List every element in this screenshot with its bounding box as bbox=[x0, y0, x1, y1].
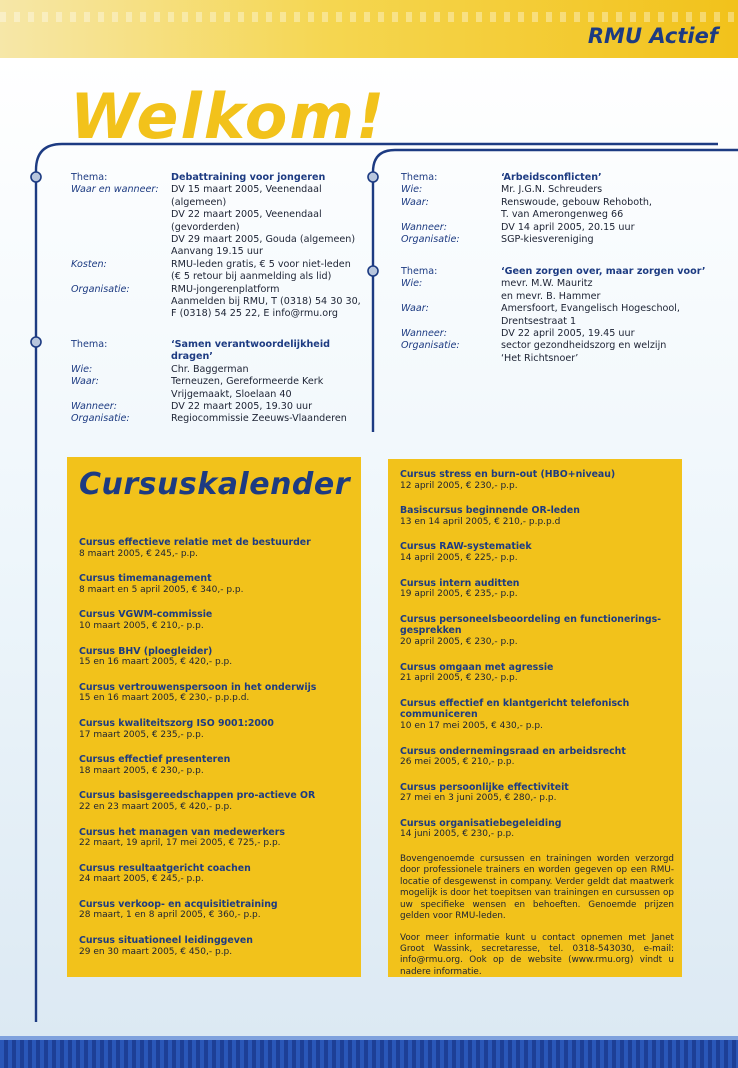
course-info: 14 juni 2005, € 230,- p.p. bbox=[400, 829, 515, 840]
event-value: Aanmelden bij RMU, T (0318) 54 30 30, bbox=[171, 296, 361, 308]
event-label: Waar: bbox=[401, 303, 429, 315]
course-name: Cursus RAW-systematiek bbox=[400, 541, 532, 553]
course-name: Cursus omgaan met agressie bbox=[400, 661, 554, 673]
event-label: Wie: bbox=[401, 278, 423, 290]
event-value: RMU-jongerenplatform bbox=[171, 283, 280, 295]
course-info: 28 maart, 1 en 8 april 2005, € 360,- p.p. bbox=[79, 910, 261, 921]
course-info: 8 maart 2005, € 245,- p.p. bbox=[79, 548, 198, 559]
magazine-section-title: RMU Actief bbox=[587, 24, 718, 48]
course-item bbox=[79, 863, 351, 886]
event-value: DV 29 maart 2005, Gouda (algemeen) bbox=[171, 234, 356, 246]
event-value: DV 22 maart 2005, Veenendaal (gevorderden) bbox=[171, 209, 322, 233]
course-info: 22 maart, 19 april, 17 mei 2005, € 725,- p.p. bbox=[79, 838, 281, 849]
event-label bbox=[401, 316, 501, 328]
course-item bbox=[400, 746, 674, 769]
course-name: Basiscursus beginnende OR-leden bbox=[400, 505, 580, 517]
course-name: Cursus timemanagement bbox=[79, 573, 212, 585]
course-item bbox=[79, 537, 351, 560]
course-name: Cursus basisgereedschappen pro-actieve OR bbox=[79, 790, 316, 802]
event-block bbox=[401, 266, 721, 365]
course-name: Cursus VGWM-commissie bbox=[79, 609, 213, 621]
course-name: Cursus effectieve relatie met de bestuurder bbox=[79, 537, 311, 548]
course-name: Cursus ondernemingsraad en arbeidsrecht bbox=[400, 745, 626, 757]
event-label bbox=[401, 291, 501, 303]
course-info: 12 april 2005, € 230,- p.p. bbox=[400, 480, 518, 491]
event-value: Terneuzen, Gereformeerde Kerk bbox=[171, 376, 324, 388]
course-info: 19 april 2005, € 235,- p.p. bbox=[400, 589, 518, 600]
event-label bbox=[71, 296, 171, 308]
course-info: 18 maart 2005, € 230,- p.p. bbox=[79, 765, 204, 776]
course-info: 10 maart 2005, € 210,- p.p. bbox=[79, 620, 204, 631]
event-label: Organisatie: bbox=[71, 283, 130, 295]
course-item bbox=[400, 818, 674, 841]
event-label: Thema: bbox=[401, 266, 438, 277]
event-value: mevr. M.W. Mauritz bbox=[501, 278, 593, 290]
event-label: Organisatie: bbox=[71, 413, 130, 425]
event-label: Kosten: bbox=[71, 258, 107, 270]
event-value: (€ 5 retour bij aanmelding als lid) bbox=[171, 271, 332, 283]
contact-paragraph: Voor meer informatie kunt u contact opnemen met Janet Groot Wassink, secretaresse, tel. 0318-543030, e-mail: info@rmu.org. Ook op de website (www.rmu.org) vindt u nadere informatie. bbox=[400, 932, 674, 977]
calendar-box-right bbox=[388, 459, 682, 977]
event-value: Renswoude, gebouw Rehoboth, bbox=[501, 196, 652, 208]
course-name: Cursus situationeel leidinggeven bbox=[79, 935, 253, 947]
course-info: 13 en 14 april 2005, € 210,- p.p.p.d bbox=[400, 516, 561, 527]
course-info: 20 april 2005, € 230,- p.p. bbox=[400, 636, 518, 647]
course-item bbox=[79, 754, 351, 777]
event-value: F (0318) 54 25 22, E info@rmu.org bbox=[171, 308, 339, 320]
course-item bbox=[400, 541, 674, 564]
course-item bbox=[79, 935, 351, 958]
course-item bbox=[400, 614, 674, 649]
event-value: Aanvang 19.15 uur bbox=[171, 246, 263, 258]
event-label: Waar: bbox=[401, 196, 429, 208]
course-info: 22 en 23 maart 2005, € 420,- p.p. bbox=[79, 801, 233, 812]
event-theme: ‘Geen zorgen over, maar zorgen voor’ bbox=[501, 266, 706, 277]
event-theme: ‘Arbeidsconflicten’ bbox=[501, 172, 602, 183]
event-label: Waar: bbox=[71, 376, 99, 388]
course-info: 10 en 17 mei 2005, € 430,- p.p. bbox=[400, 720, 543, 731]
event-label bbox=[71, 271, 171, 283]
event-label bbox=[71, 246, 171, 258]
course-info: 15 en 16 maart 2005, € 420,- p.p. bbox=[79, 657, 233, 668]
course-name: Cursus intern auditten bbox=[400, 577, 520, 589]
course-info: 15 en 16 maart 2005, € 230,- p.p.p.d. bbox=[79, 693, 250, 704]
event-block bbox=[401, 172, 721, 246]
course-item bbox=[79, 609, 351, 632]
course-name: Cursus BHV (ploegleider) bbox=[79, 645, 213, 657]
event-value: sector gezondheidszorg en welzijn bbox=[501, 340, 667, 352]
event-theme: Debattraining voor jongeren bbox=[171, 172, 326, 183]
event-label: Wanneer: bbox=[401, 328, 447, 340]
course-name: Cursus persoonlijke effectiviteit bbox=[400, 781, 569, 793]
event-label bbox=[71, 389, 171, 401]
course-name: Cursus organisatiebegeleiding bbox=[400, 817, 562, 829]
timeline-dot-icon bbox=[31, 172, 41, 182]
event-label: Wie: bbox=[71, 363, 93, 375]
event-value: T. van Amerongenweg 66 bbox=[501, 209, 624, 221]
course-name: Cursus vertrouwenspersoon in het onderwijs bbox=[79, 681, 317, 693]
event-block bbox=[71, 172, 361, 321]
event-label: Thema: bbox=[401, 172, 438, 183]
course-item bbox=[79, 899, 351, 922]
footer-band bbox=[0, 1040, 738, 1068]
event-label: Thema: bbox=[71, 339, 108, 350]
event-theme: ‘Samen verantwoordelijkheid dragen’ bbox=[171, 339, 330, 363]
course-name: Cursus stress en burn-out (HBO+niveau) bbox=[400, 469, 616, 480]
course-info: 29 en 30 maart 2005, € 450,- p.p. bbox=[79, 946, 233, 957]
event-label: Waar en wanneer: bbox=[71, 184, 159, 196]
course-item bbox=[400, 698, 674, 733]
event-label bbox=[71, 209, 171, 234]
timeline-dot-icon bbox=[368, 172, 378, 182]
event-value: DV 15 maart 2005, Veenendaal (algemeen) bbox=[171, 184, 322, 208]
event-value: en mevr. B. Hammer bbox=[501, 290, 601, 302]
course-info: 8 maart en 5 april 2005, € 340,- p.p. bbox=[79, 584, 244, 595]
event-value: DV 22 maart 2005, 19.30 uur bbox=[171, 401, 313, 413]
course-name: Cursus kwaliteitszorg ISO 9001:2000 bbox=[79, 717, 274, 729]
event-value: Chr. Baggerman bbox=[171, 363, 249, 375]
course-info: 27 mei en 3 juni 2005, € 280,- p.p. bbox=[400, 793, 557, 804]
course-item bbox=[79, 646, 351, 669]
welcome-heading: Welkom! bbox=[70, 80, 387, 153]
event-label: Wie: bbox=[401, 184, 423, 196]
event-label bbox=[71, 234, 171, 246]
course-item bbox=[79, 790, 351, 813]
event-label: Wanneer: bbox=[71, 401, 117, 413]
event-label: Thema: bbox=[71, 172, 108, 183]
course-item bbox=[400, 782, 674, 805]
course-item bbox=[79, 718, 351, 741]
event-label bbox=[401, 353, 501, 365]
event-value: Amersfoort, Evangelisch Hogeschool, bbox=[501, 303, 680, 315]
course-item bbox=[79, 573, 351, 596]
course-name: Cursus personeelsbeoordeling en functionerings-gesprekken bbox=[400, 613, 662, 637]
course-info: 24 maart 2005, € 245,- p.p. bbox=[79, 874, 204, 885]
course-info: 21 april 2005, € 230,- p.p. bbox=[400, 673, 518, 684]
event-value: Mr. J.G.N. Schreuders bbox=[501, 184, 603, 196]
event-value: DV 14 april 2005, 20.15 uur bbox=[501, 221, 635, 233]
course-name: Cursus effectief presenteren bbox=[79, 754, 231, 766]
event-label: Wanneer: bbox=[401, 221, 447, 233]
event-value: Drentsestraat 1 bbox=[501, 315, 577, 327]
course-info: 26 mei 2005, € 210,- p.p. bbox=[400, 757, 515, 768]
event-label: Organisatie: bbox=[401, 234, 460, 246]
event-value: ‘Het Richtsnoer’ bbox=[501, 352, 579, 364]
calendar-box-left bbox=[67, 457, 361, 977]
timeline-dot-icon bbox=[31, 337, 41, 347]
course-list bbox=[400, 469, 674, 978]
calendar-title: Cursuskalender bbox=[79, 467, 351, 502]
course-name: Cursus effectief en klantgericht telefonisch communiceren bbox=[400, 697, 630, 721]
course-item bbox=[79, 827, 351, 850]
course-item bbox=[400, 469, 674, 492]
course-name: Cursus verkoop- en acquisitietraining bbox=[79, 898, 278, 910]
course-item bbox=[400, 578, 674, 601]
info-paragraph: Bovengenoemde cursussen en trainingen worden verzorgd door professionele trainers en worden gegeven op een RMU-locatie of desgewenst in company. Verder geldt dat maatwerk mogelijk is door het toepitsen van trainingen en cursussen op uw specifieke wensen en behoeften. Genoemde prijzen gelden voor RMU-leden. bbox=[400, 854, 674, 922]
event-value: Regiocommissie Zeeuws-Vlaanderen bbox=[171, 413, 347, 425]
course-list bbox=[79, 537, 351, 971]
event-block bbox=[71, 339, 361, 426]
event-value: DV 22 april 2005, 19.45 uur bbox=[501, 328, 635, 340]
course-item bbox=[400, 662, 674, 685]
course-name: Cursus het managen van medewerkers bbox=[79, 826, 285, 838]
course-info: 14 april 2005, € 225,- p.p. bbox=[400, 552, 518, 563]
course-name: Cursus resultaatgericht coachen bbox=[79, 862, 251, 874]
event-label bbox=[401, 209, 501, 221]
event-label bbox=[71, 308, 171, 320]
event-value: RMU-leden gratis, € 5 voor niet-leden bbox=[171, 258, 351, 270]
course-item bbox=[400, 505, 674, 528]
course-item bbox=[79, 682, 351, 705]
timeline-dot-icon bbox=[368, 266, 378, 276]
event-label: Organisatie: bbox=[401, 340, 460, 352]
course-info: 17 maart 2005, € 235,- p.p. bbox=[79, 729, 204, 740]
event-value: Vrijgemaakt, Sloelaan 40 bbox=[171, 388, 292, 400]
event-value: SGP-kiesvereniging bbox=[501, 234, 594, 246]
